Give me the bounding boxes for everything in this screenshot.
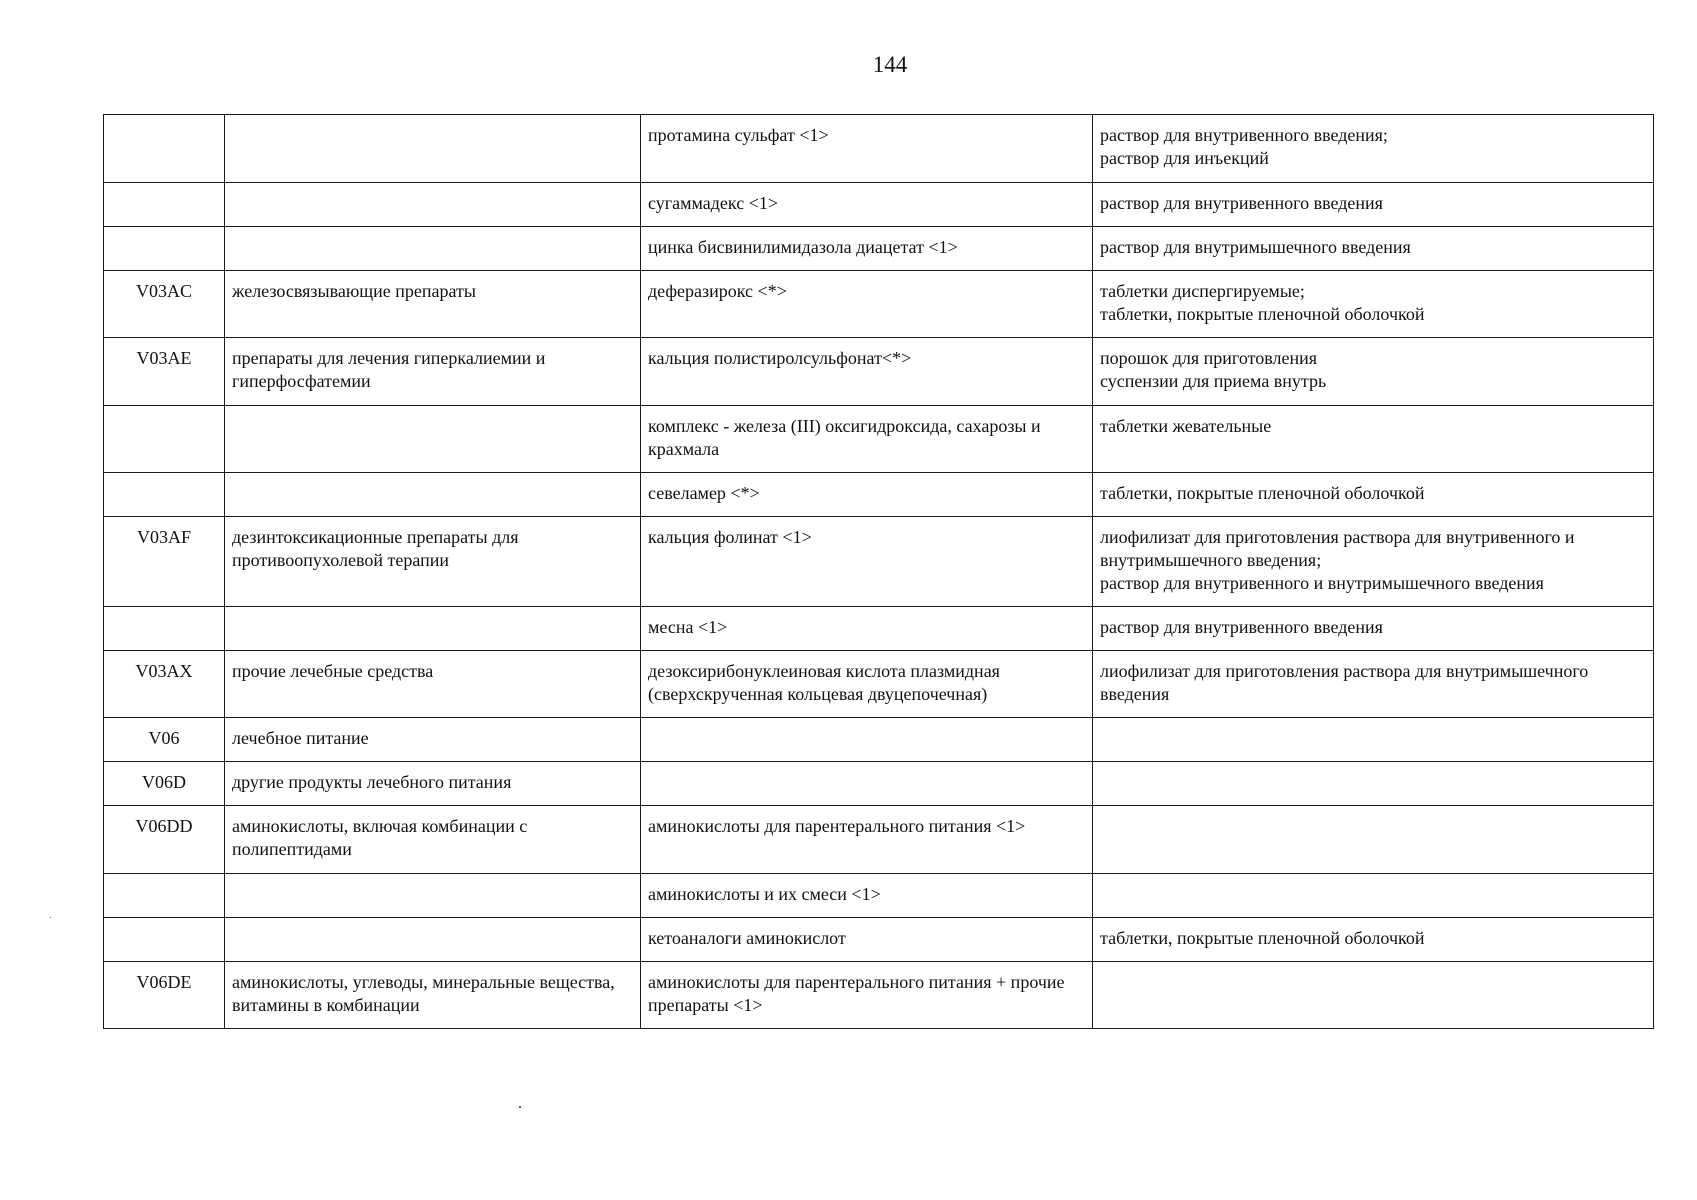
drug-cell: месна <1> — [641, 607, 1093, 651]
code-cell — [104, 918, 225, 962]
scan-speck — [519, 1106, 521, 1108]
group-cell — [225, 918, 641, 962]
group-cell — [225, 227, 641, 271]
code-cell: V03AF — [104, 517, 225, 607]
table-row — [104, 651, 1654, 718]
code-cell — [104, 473, 225, 517]
drug-cell: цинка бисвинилимидазола диацетат <1> — [641, 227, 1093, 271]
group-cell — [225, 183, 641, 227]
table-row — [104, 918, 1654, 962]
group-cell — [225, 473, 641, 517]
table-row — [104, 718, 1654, 762]
drug-cell: комплекс - железа (III) оксигидроксида, сахарозы и крахмала — [641, 406, 1093, 473]
group-cell — [225, 607, 641, 651]
code-cell — [104, 183, 225, 227]
drug-cell: севеламер <*> — [641, 473, 1093, 517]
form-cell: раствор для внутривенного введения — [1093, 607, 1654, 651]
scan-speck — [50, 917, 51, 918]
drug-cell: аминокислоты для парентерального питания + прочие препараты <1> — [641, 962, 1093, 1029]
form-cell: лиофилизат для приготовления раствора для внутримышечного введения — [1093, 651, 1654, 718]
form-cell: таблетки диспергируемые; таблетки, покрытые пленочной оболочкой — [1093, 271, 1654, 338]
form-cell: раствор для внутривенного введения; раствор для инъекций — [1093, 115, 1654, 183]
table-row — [104, 271, 1654, 338]
table-row — [104, 607, 1654, 651]
group-cell: лечебное питание — [225, 718, 641, 762]
drug-cell: аминокислоты и их смеси <1> — [641, 874, 1093, 918]
table-body — [104, 115, 1654, 1029]
table-row — [104, 806, 1654, 874]
group-cell: аминокислоты, углеводы, минеральные вещества, витамины в комбинации — [225, 962, 641, 1029]
drug-cell: кетоаналоги аминокислот — [641, 918, 1093, 962]
table-row — [104, 183, 1654, 227]
code-cell: V03AC — [104, 271, 225, 338]
form-cell: таблетки, покрытые пленочной оболочкой — [1093, 473, 1654, 517]
form-cell — [1093, 806, 1654, 874]
group-cell — [225, 115, 641, 183]
group-cell — [225, 874, 641, 918]
group-cell — [225, 406, 641, 473]
code-cell: V06 — [104, 718, 225, 762]
table-row — [104, 962, 1654, 1029]
page-number: 144 — [872, 52, 908, 77]
group-cell: аминокислоты, включая комбинации с полипептидами — [225, 806, 641, 874]
drug-table — [103, 114, 1654, 1029]
drug-cell: кальция полистиролсульфонат<*> — [641, 338, 1093, 406]
code-cell — [104, 406, 225, 473]
drug-cell: сугаммадекс <1> — [641, 183, 1093, 227]
code-cell: V06DD — [104, 806, 225, 874]
table-row — [104, 473, 1654, 517]
table-row — [104, 874, 1654, 918]
drug-cell: деферазирокс <*> — [641, 271, 1093, 338]
group-cell: прочие лечебные средства — [225, 651, 641, 718]
group-cell: другие продукты лечебного питания — [225, 762, 641, 806]
group-cell: дезинтоксикационные препараты для противоопухолевой терапии — [225, 517, 641, 607]
form-cell: таблетки жевательные — [1093, 406, 1654, 473]
form-cell: таблетки, покрытые пленочной оболочкой — [1093, 918, 1654, 962]
table-row — [104, 227, 1654, 271]
code-cell: V03AX — [104, 651, 225, 718]
drug-cell: протамина сульфат <1> — [641, 115, 1093, 183]
form-cell: порошок для приготовления суспензии для приема внутрь — [1093, 338, 1654, 406]
form-cell — [1093, 718, 1654, 762]
table-row — [104, 762, 1654, 806]
table-row — [104, 406, 1654, 473]
code-cell — [104, 227, 225, 271]
table-row — [104, 338, 1654, 406]
drug-cell: кальция фолинат <1> — [641, 517, 1093, 607]
drug-cell: дезоксирибонуклеиновая кислота плазмидная (сверхскрученная кольцевая двуцепочечная) — [641, 651, 1093, 718]
form-cell: раствор для внутримышечного введения — [1093, 227, 1654, 271]
code-cell: V03AE — [104, 338, 225, 406]
code-cell — [104, 874, 225, 918]
form-cell — [1093, 874, 1654, 918]
group-cell: железосвязывающие препараты — [225, 271, 641, 338]
code-cell: V06DE — [104, 962, 225, 1029]
form-cell: раствор для внутривенного введения — [1093, 183, 1654, 227]
drug-cell — [641, 718, 1093, 762]
group-cell: препараты для лечения гиперкалиемии и гиперфосфатемии — [225, 338, 641, 406]
drug-cell — [641, 762, 1093, 806]
code-cell — [104, 115, 225, 183]
form-cell: лиофилизат для приготовления раствора для внутривенного и внутримышечного введения; раствор для внутривенного и внутримышечного введения — [1093, 517, 1654, 607]
table-row — [104, 517, 1654, 607]
form-cell — [1093, 962, 1654, 1029]
code-cell — [104, 607, 225, 651]
table-row — [104, 115, 1654, 183]
form-cell — [1093, 762, 1654, 806]
drug-cell: аминокислоты для парентерального питания <1> — [641, 806, 1093, 874]
code-cell: V06D — [104, 762, 225, 806]
